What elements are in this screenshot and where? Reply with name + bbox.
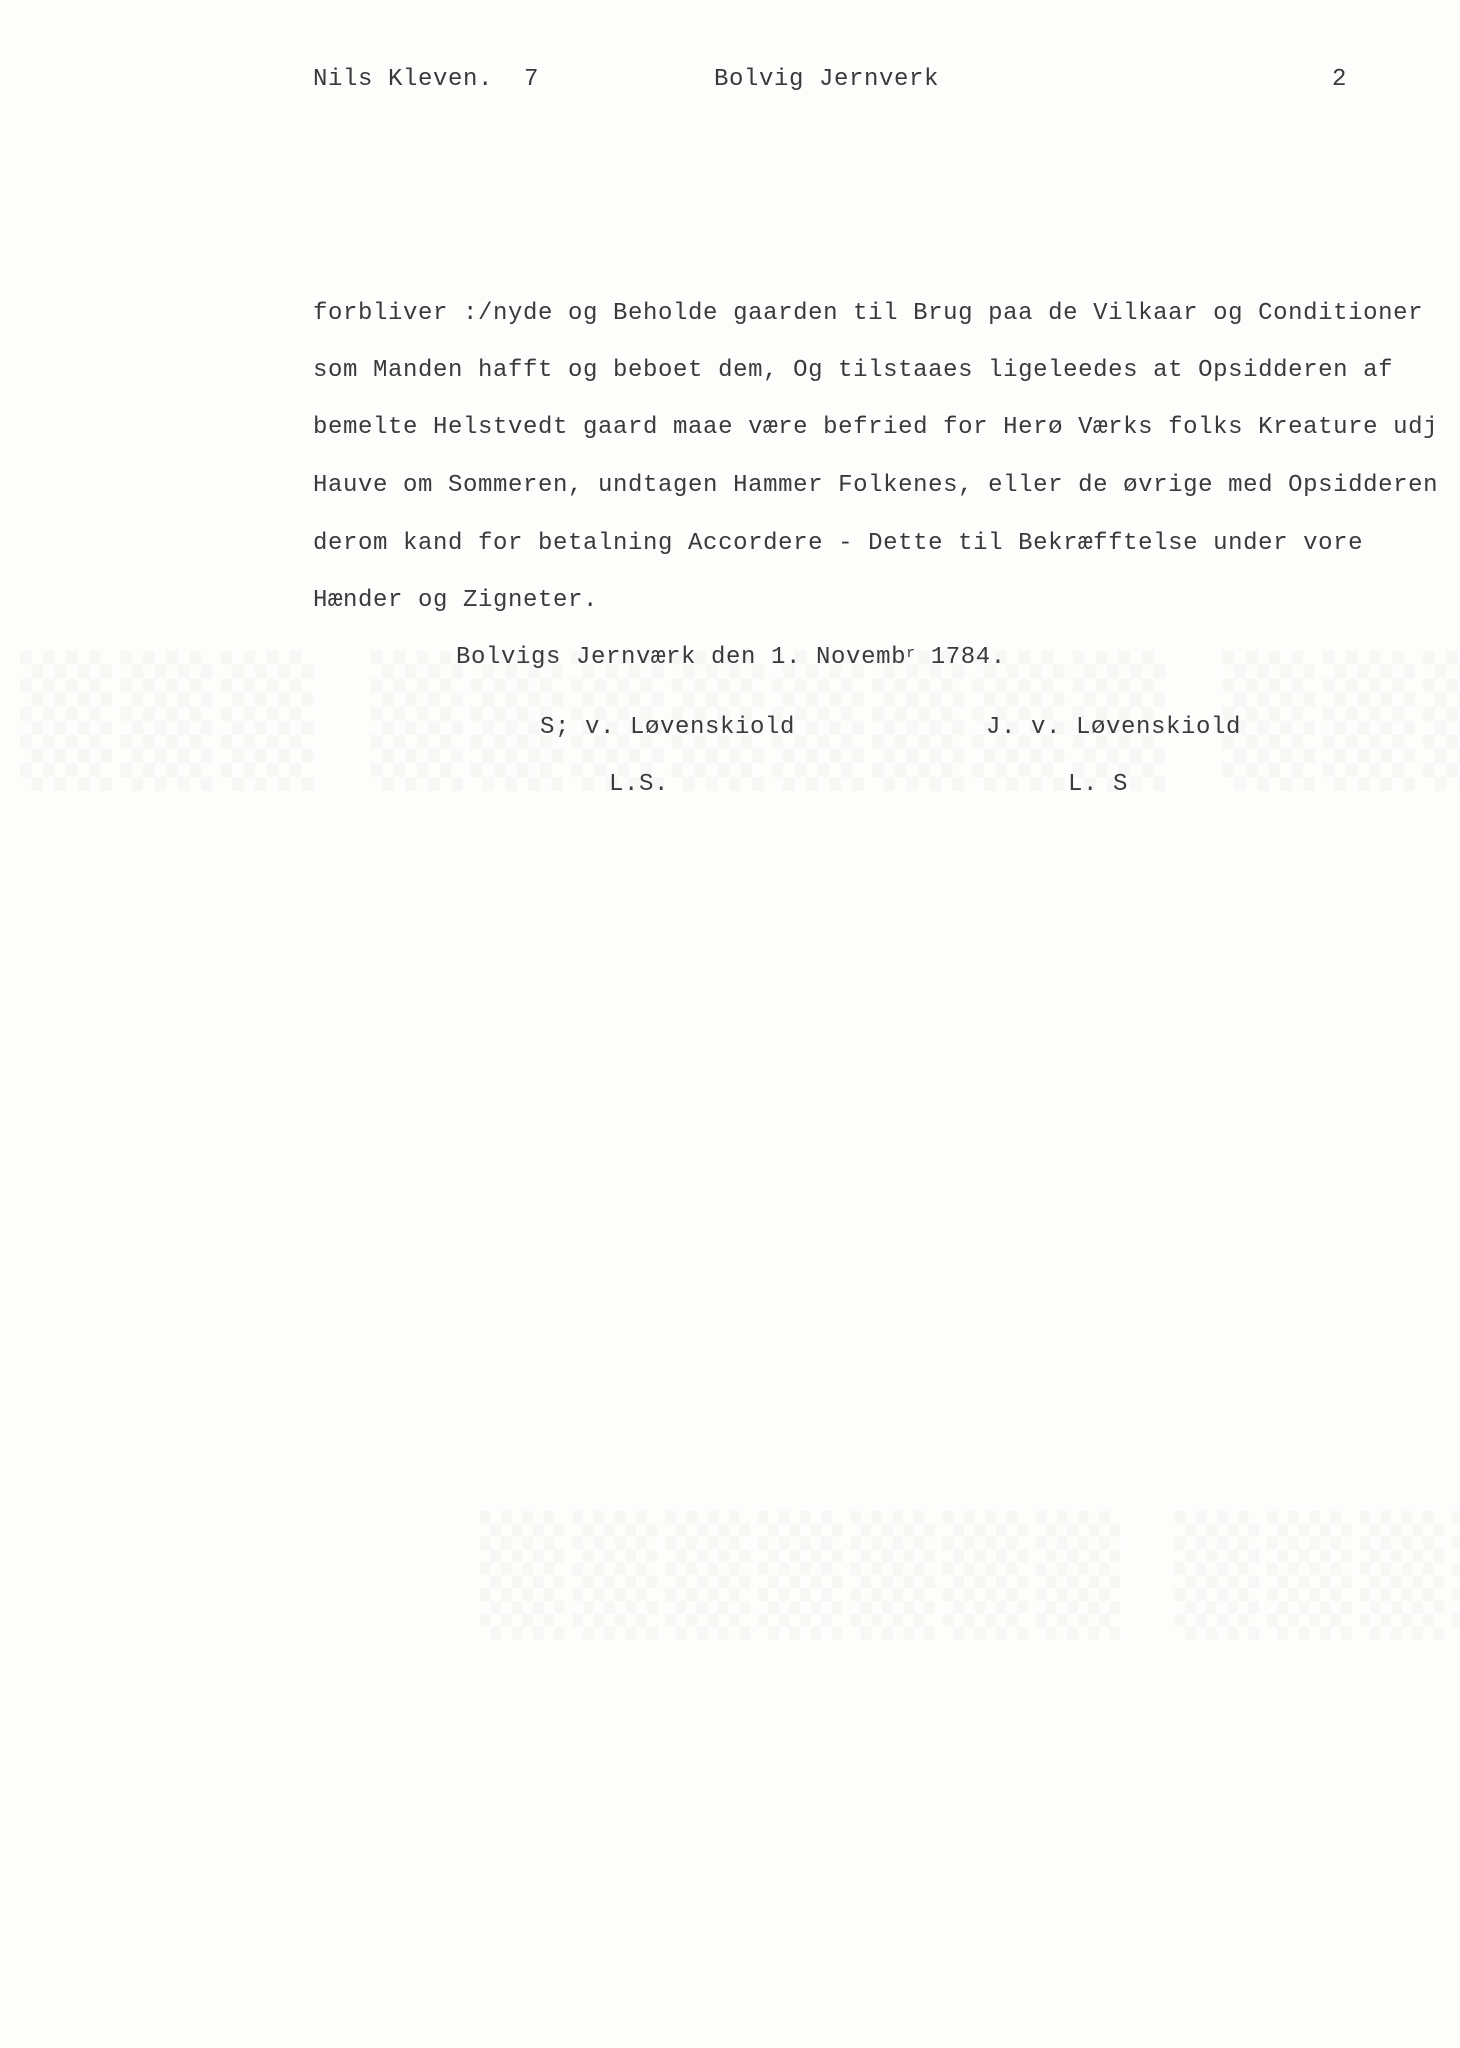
signature-left: S; v. Løvenskiold: [540, 714, 796, 741]
body-line: bemelte Helstvedt gaard maae være befried for Herø Værks folks Kreature udj: [313, 414, 1439, 441]
seal-right: L. S: [1068, 771, 1129, 798]
body-line: derom kand for betalning Accordere - Dette til Bekræfftelse under vore: [313, 530, 1364, 557]
body-line: Hænder og Zigneter.: [313, 587, 599, 614]
body-line: Hauve om Sommeren, undtagen Hammer Folkenes, eller de øvrige med Opsidderen: [313, 472, 1439, 499]
signature-right: J. v. Løvenskiold: [986, 714, 1242, 741]
dateline: [456, 646, 1006, 670]
seal-left: L.S.: [609, 771, 670, 798]
body-line: forbliver :/nyde og Beholde gaarden til Brug paa de Vilkaar og Conditioner: [313, 300, 1424, 327]
body-line: som Manden hafft og beboet dem, Og tilstaaes ligeleedes at Opsidderen af: [313, 357, 1394, 384]
dateline-prefix: Bolvigs Jernværk den 1. Novemb: [456, 644, 907, 671]
page-number: 2: [1332, 66, 1348, 93]
dateline-suffix: 1784.: [915, 644, 1006, 671]
dateline-superscript: r: [906, 645, 916, 662]
bleed-through-decoration: [480, 1510, 1460, 1639]
header-volume: 7: [524, 66, 540, 93]
header-title: Bolvig Jernverk: [714, 66, 940, 93]
header-author: Nils Kleven.: [313, 66, 494, 93]
